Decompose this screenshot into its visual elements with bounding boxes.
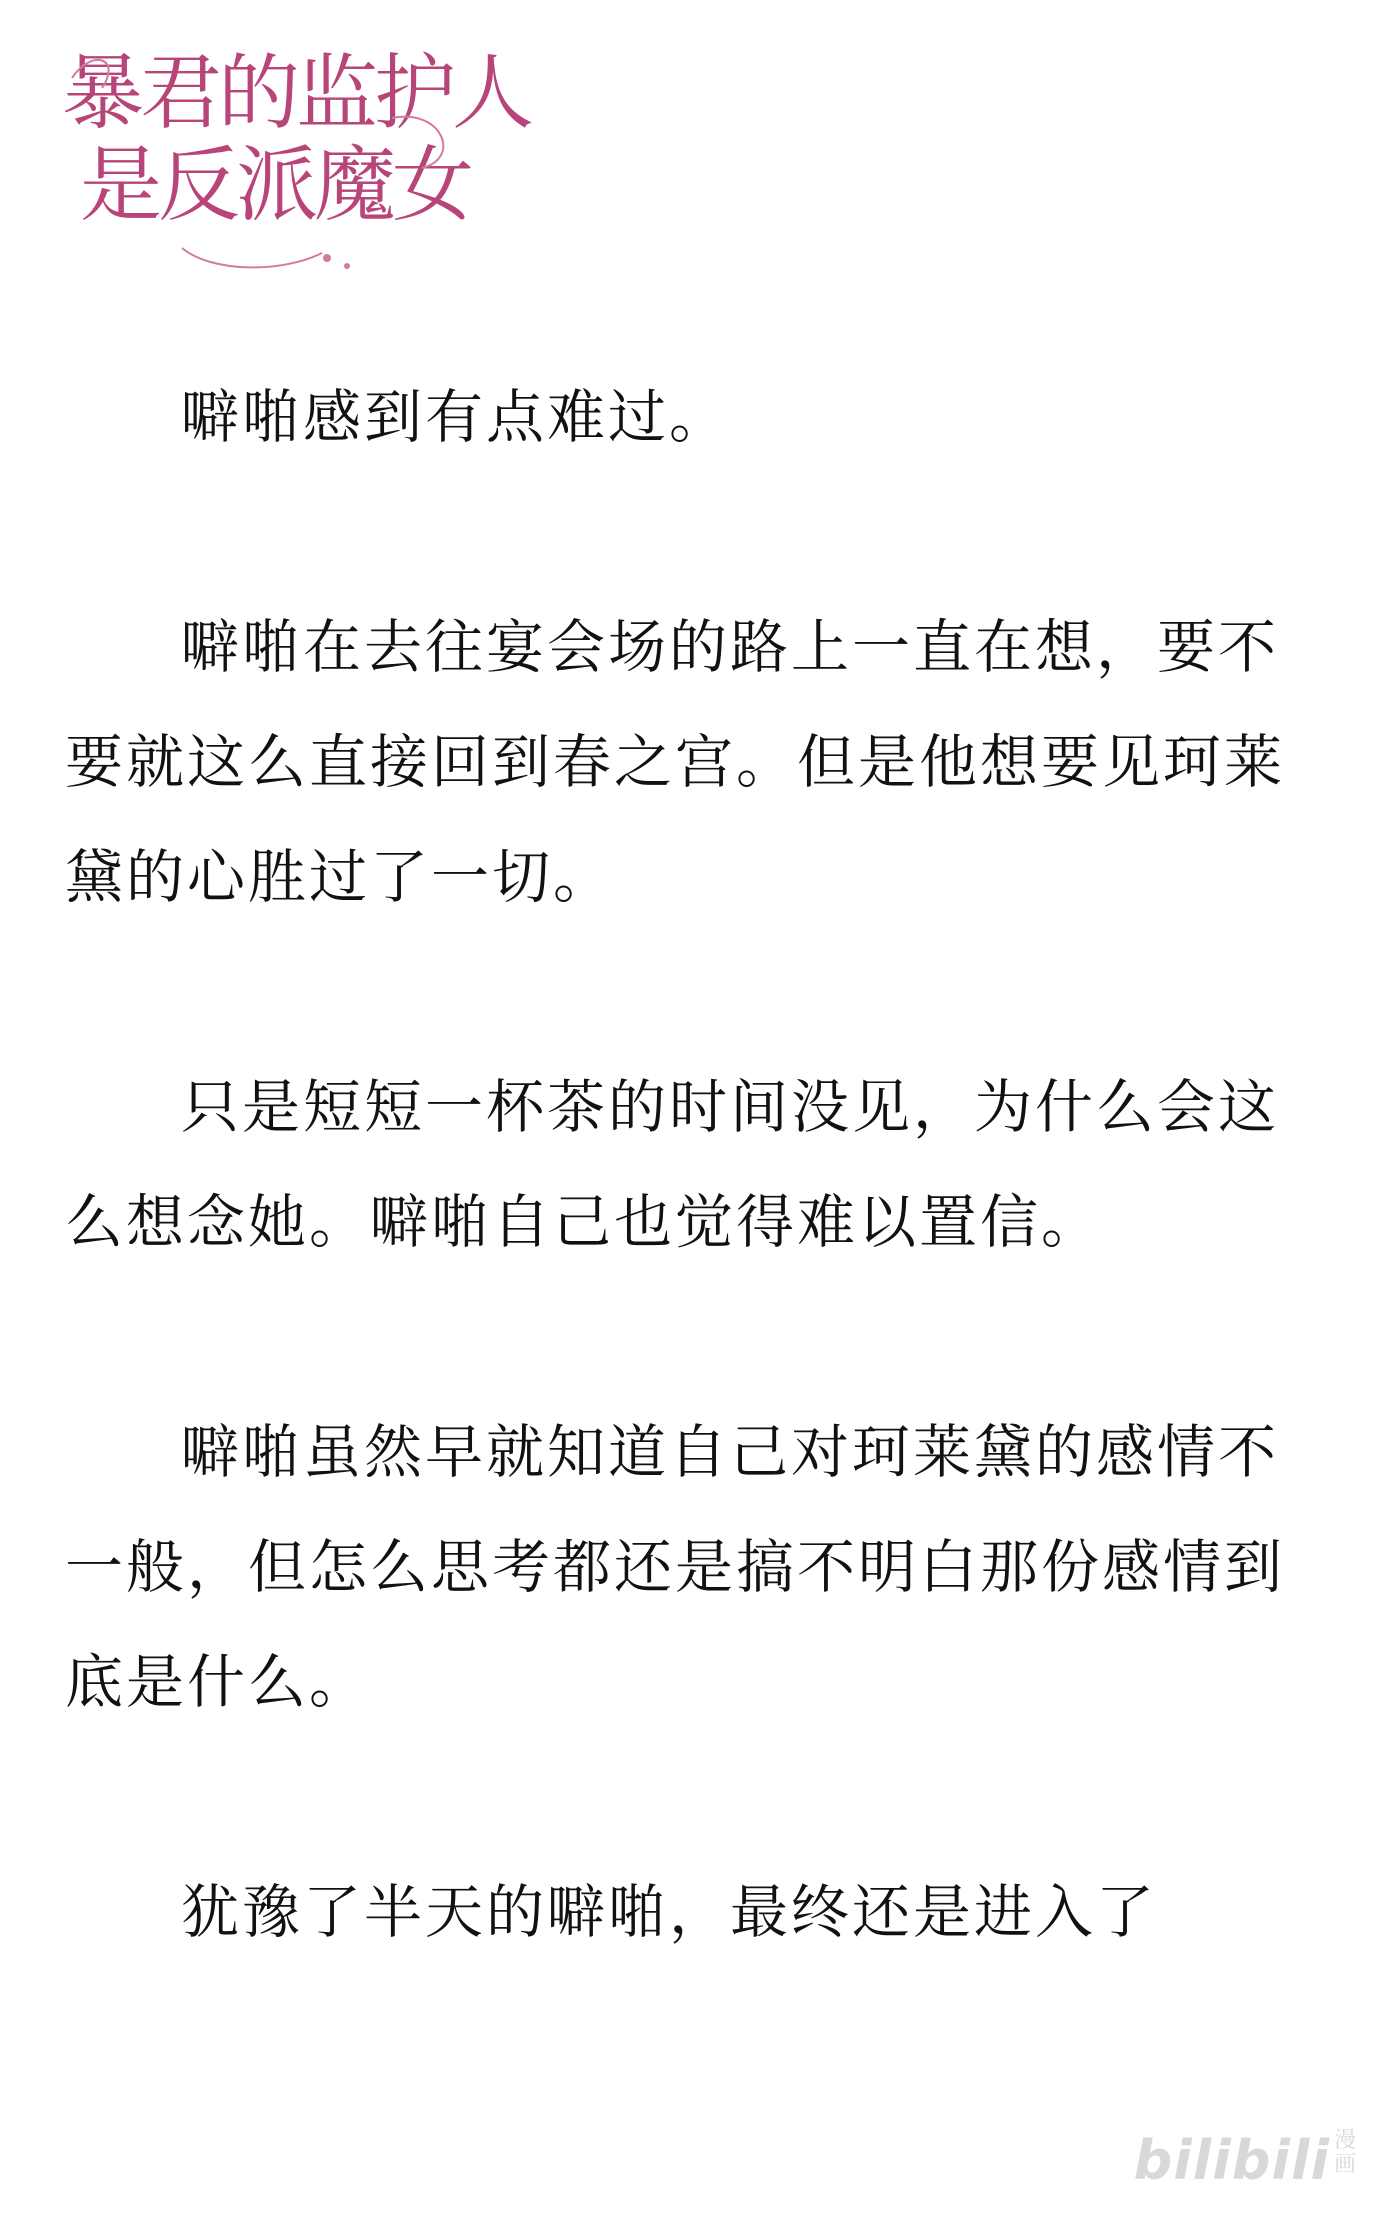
paragraph: 噼啪虽然早就知道自己对珂莱黛的感情不一般，但怎么思考都还是搞不明白那份感情到底是什么。 [65,1418,1286,1716]
paragraph: 犹豫了半天的噼啪，最终还是进入了 [181,1878,1158,1946]
paragraph: 噼啪感到有点难过。 [181,383,731,451]
paragraph: 只是短短一杯茶的时间没见，为什么会这么想念她。噼啪自己也觉得难以置信。 [65,1073,1280,1256]
paragraph: 噼啪在去往宴会场的路上一直在想，要不要就这么直接回到春之宫。但是他想要见珂莱黛的心胜过了一切。 [65,613,1286,911]
comic-title-logo [62,46,531,278]
story-text [65,360,1335,1970]
watermark-sub: 漫画 [1334,2128,1358,2177]
watermark-brand: bilibili [1133,2129,1330,2192]
logo-title-line-1: 暴君的监护人 [62,46,531,141]
logo-title-line-2: 是反派魔女 [80,138,471,233]
ornament-swirl-icon [62,46,531,278]
bilibili-comics-watermark [1134,2129,1360,2192]
